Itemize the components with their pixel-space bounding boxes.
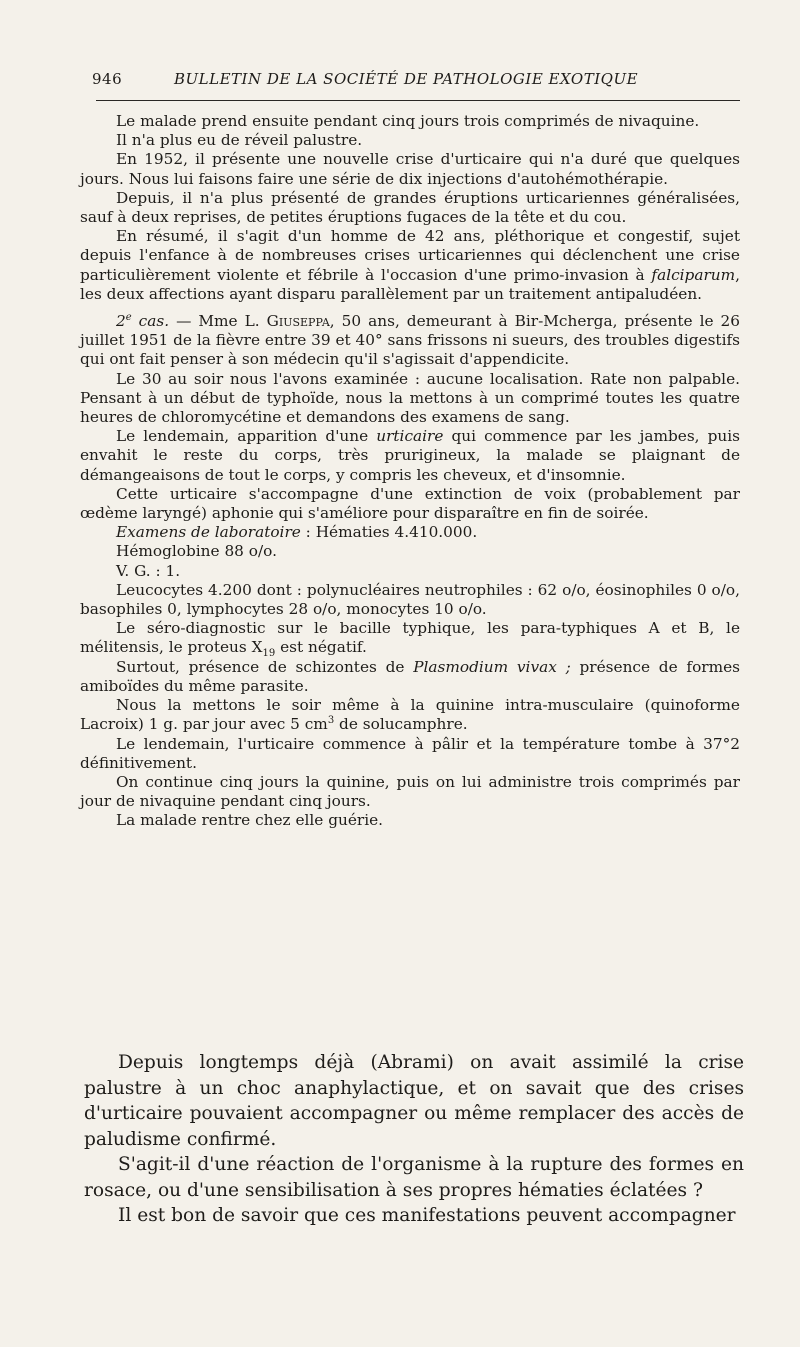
paragraph: En 1952, il présente une nouvelle crise d'urticaire qui n'a duré que quelques jours. Nous lui faisons faire une série de dix injections d'autohémothérapie. [80, 150, 740, 188]
discussion-text [84, 1050, 744, 1229]
paragraph: S'agit-il d'une réaction de l'organisme à la rupture des formes en rosace, ou d'une sensibilisation à ses propres hématies éclatées ? [84, 1154, 744, 1201]
paragraph: Il n'a plus eu de réveil palustre. [116, 131, 363, 150]
paragraph: Il est bon de savoir que ces manifestations peuvent accompagner [118, 1205, 736, 1226]
paragraph: On continue cinq jours la quinine, puis on lui administre trois comprimés par jour de nivaquine pendant cinq jours. [80, 772, 740, 811]
paragraph: Depuis longtemps déjà (Abrami) on avait assimilé la crise palustre à un choc anaphylactique, et on savait que des crises d'urticaire pouvaient accompagner ou même remplacer des accès de paludisme confirmé. [84, 1052, 744, 1150]
paragraph: Le lendemain, apparition d'une urticaire qui commence par les jambes, puis envahit le reste du corps, très prurigineux, la malade se plaignant de démangeaisons de tout le corps, y compris les cheveux, et d'insomnie. [80, 427, 740, 484]
summary-paragraph: En résumé, il s'agit d'un homme de 42 ans, pléthorique et congestif, sujet depuis l'enfance à de nombreuses crises urticariennes qui déclenchent une crise particulièrement violente et fébrile à l'occasion d'une primo-invasion à falciparum, les deux affections ayant disparu parallèlement par un traitement antipaludéen. [80, 227, 740, 303]
paragraph: Le malade prend ensuite pendant cinq jours trois comprimés de nivaquine. [116, 112, 700, 130]
journal-title: BULLETIN DE LA SOCIÉTÉ DE PATHOLOGIE EXOTIQUE [174, 70, 639, 88]
lab-line: Leucocytes 4.200 dont : polynucléaires neutrophiles : 62 o/o, éosinophiles 0 o/o, basophiles 0, lymphocytes 28 o/o, monocytes 10 o/o. [80, 580, 740, 619]
case-report-text [80, 112, 740, 831]
paragraph: Le lendemain, l'urticaire commence à pâlir et la température tombe à 37°2 définitivement. [80, 734, 740, 772]
page-number: 946 [92, 70, 123, 88]
lab-results-heading: Examens de laboratoire : Hématies 4.410.000. [116, 523, 478, 542]
paragraph: Cette urticaire s'accompagne d'une extinction de voix (probablement par œdème laryngé) aphonie qui s'améliore pour disparaître en fin de soirée. [80, 484, 740, 523]
case2-intro: 2e cas. — Mme L. Giuseppa, 50 ans, demeurant à Bir-Mcherga, présente le 26 juillet 1951 de la fièvre entre 39 et 40° sans frissons ni sueurs, des troubles digestifs qui ont fait penser à son médecin qu'il s'agissait d'appendicite. [80, 311, 740, 369]
lab-line: V. G. : 1. [116, 561, 181, 580]
paragraph: Le séro-diagnostic sur le bacille typhique, les para-typhiques A et B, le mélitensis, le proteus $X_{19}$ est négatif. [80, 619, 740, 660]
running-header [92, 70, 742, 96]
paragraph: Nous la mettons le soir même à la quinine intra-musculaire (quinoforme Lacroix) 1 g. par jour avec 5 $cm^3$ de solucamphre. [80, 696, 740, 734]
paragraph: La malade rentre chez elle guérie. [116, 811, 384, 830]
paragraph: Surtout, présence de schizontes de Plasmodium vivax ; présence de formes amiboïdes du même parasite. [80, 657, 741, 695]
header-rule [96, 100, 740, 101]
paragraph: Depuis, il n'a plus présenté de grandes éruptions urticariennes généralisées, sauf à deux reprises, de petites éruptions fugaces de la tête et du cou. [80, 188, 740, 227]
paragraph: Le 30 au soir nous l'avons examinée : aucune localisation. Rate non palpable. Pensant à un début de typhoïde, nous la mettons à un comprimé toutes les quatre heures de chloromycétine et demandons des examens de sang. [80, 369, 740, 427]
lab-line: Hémoglobine 88 o/o. [116, 542, 277, 561]
